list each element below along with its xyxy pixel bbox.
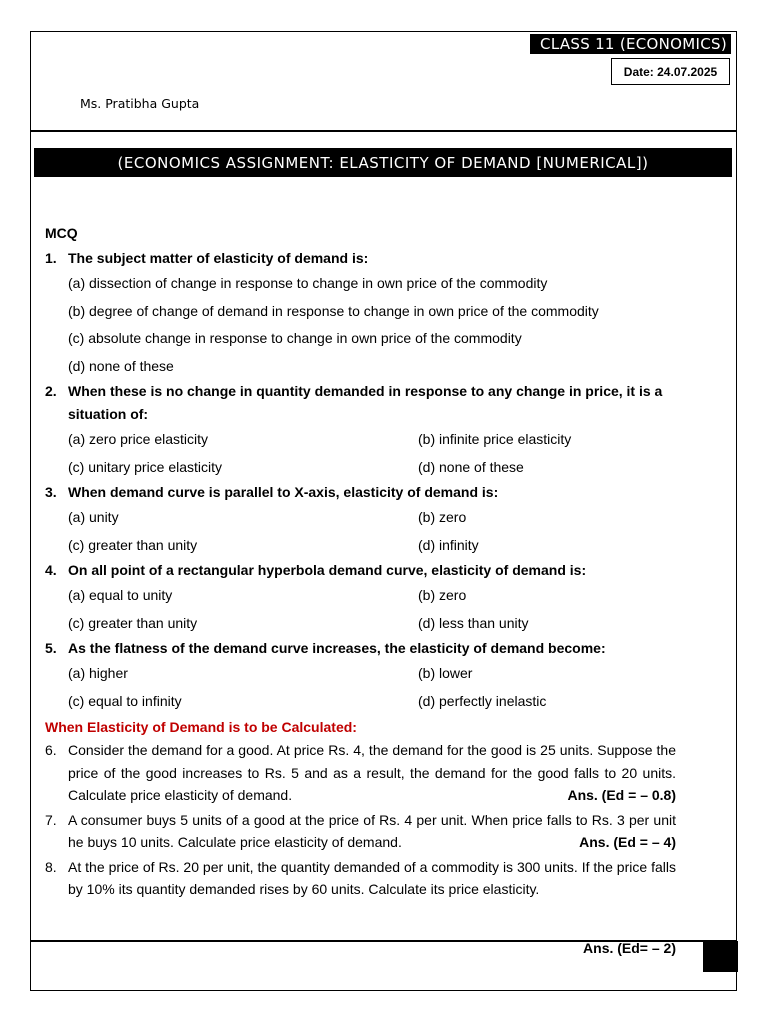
question-3-options (68, 504, 676, 559)
answer: Ans. (Ed = – 4) (579, 834, 676, 850)
question-3 (45, 481, 676, 504)
teacher-name: Ms. Pratibha Gupta (80, 96, 200, 111)
question-2 (45, 380, 676, 426)
option: (a) zero price elasticity (68, 431, 209, 447)
option: (c) absolute change in response to change in own price of the commodity (68, 330, 522, 346)
question-text: The subject matter of elasticity of demand is: (68, 250, 369, 266)
option: (a) higher (68, 665, 128, 681)
option: (c) greater than unity (68, 536, 198, 553)
option: (a) dissection of change in response to change in own price of the commodity (68, 275, 548, 291)
date-box: Date: 24.07.2025 (611, 58, 730, 85)
question-8 (45, 856, 676, 901)
question-5 (45, 637, 676, 660)
option: (c) greater than unity (68, 614, 198, 631)
assignment-banner: (ECONOMICS ASSIGNMENT: ELASTICITY OF DEMAND [NUMERICAL]) (34, 148, 732, 177)
question-2-options (68, 426, 676, 481)
question-number: 8. (45, 858, 57, 875)
mcq-title: MCQ (45, 225, 78, 241)
answer: Ans. (Ed= – 2) (583, 940, 676, 956)
question-6 (45, 739, 676, 807)
question-text: As the flatness of the demand curve increases, the elasticity of demand become: (68, 640, 606, 656)
option: (b) zero (418, 509, 467, 525)
question-1 (45, 247, 676, 270)
question-text: When demand curve is parallel to X-axis, elasticity of demand is: (68, 484, 499, 500)
option: (d) none of these (68, 357, 174, 374)
assignment-body (45, 220, 676, 903)
question-text: Consider the demand for a good. At price Rs. 4, the demand for the good is 25 units. Suppose the price of the good increases to Rs. 5 and as a result, the demand for the good falls to 20 units. Calculate price elasticity of demand. (68, 742, 676, 803)
numerical-section-title: When Elasticity of Demand is to be Calculated: (45, 719, 357, 735)
corner-block (703, 941, 738, 972)
question-number: 2. (45, 383, 57, 399)
option: (d) infinity (418, 536, 479, 553)
question-text: On all point of a rectangular hyperbola demand curve, elasticity of demand is: (68, 562, 587, 578)
option: (a) unity (68, 509, 119, 525)
option: (d) none of these (418, 458, 524, 475)
question-5-options (68, 660, 676, 715)
option: (a) equal to unity (68, 587, 173, 603)
option: (b) infinite price elasticity (418, 431, 572, 447)
question-text: At the price of Rs. 20 per unit, the quantity demanded of a commodity is 300 units. If the price falls by 10% its quantity demanded rises by 60 units. Calculate its price elasticity. (68, 858, 676, 897)
option: (d) less than unity (418, 614, 529, 631)
question-1-options (68, 270, 676, 380)
question-number: 7. (45, 811, 57, 828)
question-4-options (68, 582, 676, 637)
option: (b) zero (418, 587, 467, 603)
question-number: 3. (45, 484, 57, 500)
option: (d) perfectly inelastic (418, 692, 547, 709)
option: (c) equal to infinity (68, 692, 182, 709)
class-tag: CLASS 11 (ECONOMICS) (530, 34, 731, 54)
question-7 (45, 809, 676, 854)
option: (b) degree of change of demand in response to change in own price of the commodity (68, 302, 599, 319)
question-text: When these is no change in quantity demanded in response to any change in price, it is a situation of: (68, 383, 663, 422)
answer: Ans. (Ed = – 0.8) (567, 787, 676, 803)
question-number: 6. (45, 742, 57, 758)
question-text: A consumer buys 5 units of a good at the price of Rs. 4 per unit. When price falls to Rs. 3 per unit he buys 10 units. Calculate price elasticity of demand. (68, 811, 676, 850)
header-divider (30, 130, 737, 132)
option: (c) unitary price elasticity (68, 458, 223, 475)
question-number: 4. (45, 562, 57, 578)
option: (b) lower (418, 665, 473, 681)
question-number: 5. (45, 640, 57, 656)
question-4 (45, 559, 676, 582)
question-number: 1. (45, 250, 57, 266)
